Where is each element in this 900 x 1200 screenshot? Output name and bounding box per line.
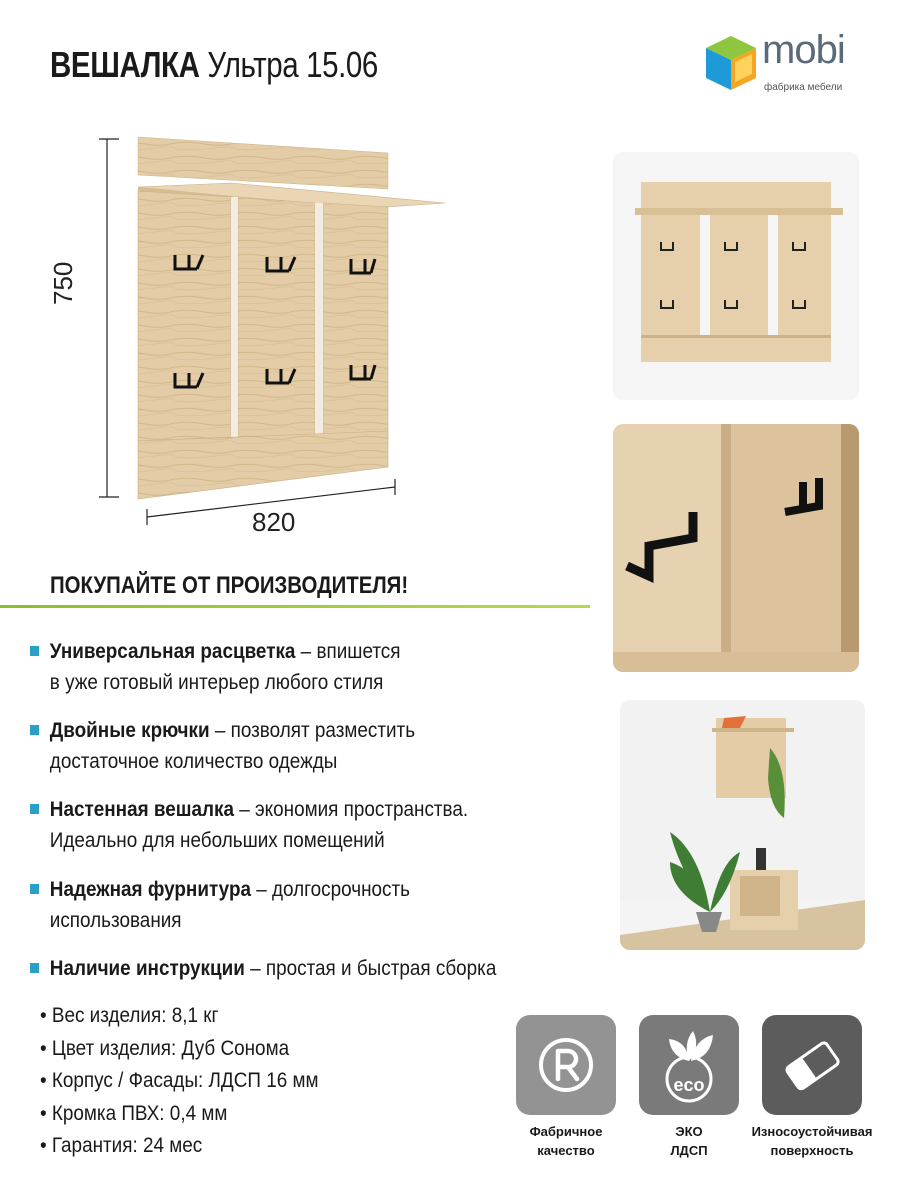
- title-model: Ультра 15.06: [207, 44, 378, 85]
- cta-divider: [0, 605, 590, 608]
- product-drawing: [55, 125, 475, 555]
- bullet-icon: [30, 646, 39, 656]
- feature-text: – простая и быстрая сборка: [244, 957, 497, 980]
- feature-title: Настенная вешалка: [49, 798, 234, 821]
- feature-title: Двойные крючки: [49, 719, 210, 742]
- product-photo-hooks: [613, 424, 859, 672]
- feature-text: достаточное количество одежды: [49, 750, 338, 773]
- spec-edge: • Кромка ПВХ: 0,4 мм: [40, 1101, 228, 1125]
- cube-logo-icon: [702, 32, 760, 94]
- interior-photo: [620, 700, 865, 950]
- width-dimension: 820: [252, 507, 296, 537]
- product-photo-front: [613, 152, 859, 400]
- spec-list: [40, 1000, 318, 1163]
- bullet-icon: [30, 804, 39, 814]
- brand-logo: [702, 28, 862, 102]
- eco-label: eco: [673, 1075, 705, 1095]
- interior-image: [620, 700, 865, 950]
- badge-eco: [639, 1015, 739, 1115]
- badge-caption: Износоустойчивая поверхность: [751, 1124, 873, 1158]
- badge-durable: [762, 1015, 862, 1115]
- badge-caption: ЭКО ЛДСП: [670, 1124, 708, 1158]
- registered-icon: [516, 1015, 616, 1115]
- page-title: [50, 44, 378, 86]
- feature-text: – экономия пространства.: [233, 798, 469, 821]
- spec-material: • Корпус / Фасады: ЛДСП 16 мм: [40, 1069, 319, 1092]
- bullet-icon: [30, 884, 39, 894]
- feature-item: [30, 794, 588, 856]
- brand-tagline: фабрика мебели: [764, 82, 843, 93]
- feature-list: [30, 636, 590, 1001]
- spec-warranty: • Гарантия: 24 мес: [40, 1134, 203, 1157]
- bullet-icon: [30, 725, 39, 735]
- feature-text: в уже готовый интерьер любого стиля: [49, 671, 384, 694]
- feature-item: [30, 636, 588, 698]
- eco-leaf-icon: [639, 1015, 739, 1115]
- cta-heading: ПОКУПАЙТЕ ОТ ПРОИЗВОДИТЕЛЯ!: [50, 572, 409, 599]
- spec-color: • Цвет изделия: Дуб Сонома: [40, 1036, 290, 1060]
- spec-weight: • Вес изделия: 8,1 кг: [40, 1004, 219, 1027]
- bullet-icon: [30, 963, 39, 973]
- feature-text: использования: [49, 909, 182, 932]
- feature-title: Надежная фурнитура: [49, 878, 252, 901]
- eraser-icon: [762, 1015, 862, 1115]
- badge-factory-quality: [516, 1015, 616, 1115]
- brand-name: mobi: [762, 28, 845, 72]
- badge-caption: Фабричное качество: [529, 1124, 603, 1158]
- hooks-closeup-image: [613, 424, 859, 672]
- feature-text: Идеально для небольших помещений: [49, 829, 385, 852]
- feature-text: – позволят разместить: [209, 719, 416, 742]
- hanger-front-image: [613, 152, 859, 400]
- feature-item: [30, 953, 588, 984]
- feature-item: [30, 874, 588, 936]
- height-dimension: 750: [48, 261, 78, 305]
- title-bold: ВЕШАЛКА: [50, 44, 200, 85]
- feature-text: – долгосрочность: [251, 878, 410, 901]
- feature-item: [30, 715, 588, 777]
- feature-title: Универсальная расцветка: [49, 640, 296, 663]
- feature-title: Наличие инструкции: [49, 957, 245, 980]
- feature-text: – впишется: [295, 640, 401, 663]
